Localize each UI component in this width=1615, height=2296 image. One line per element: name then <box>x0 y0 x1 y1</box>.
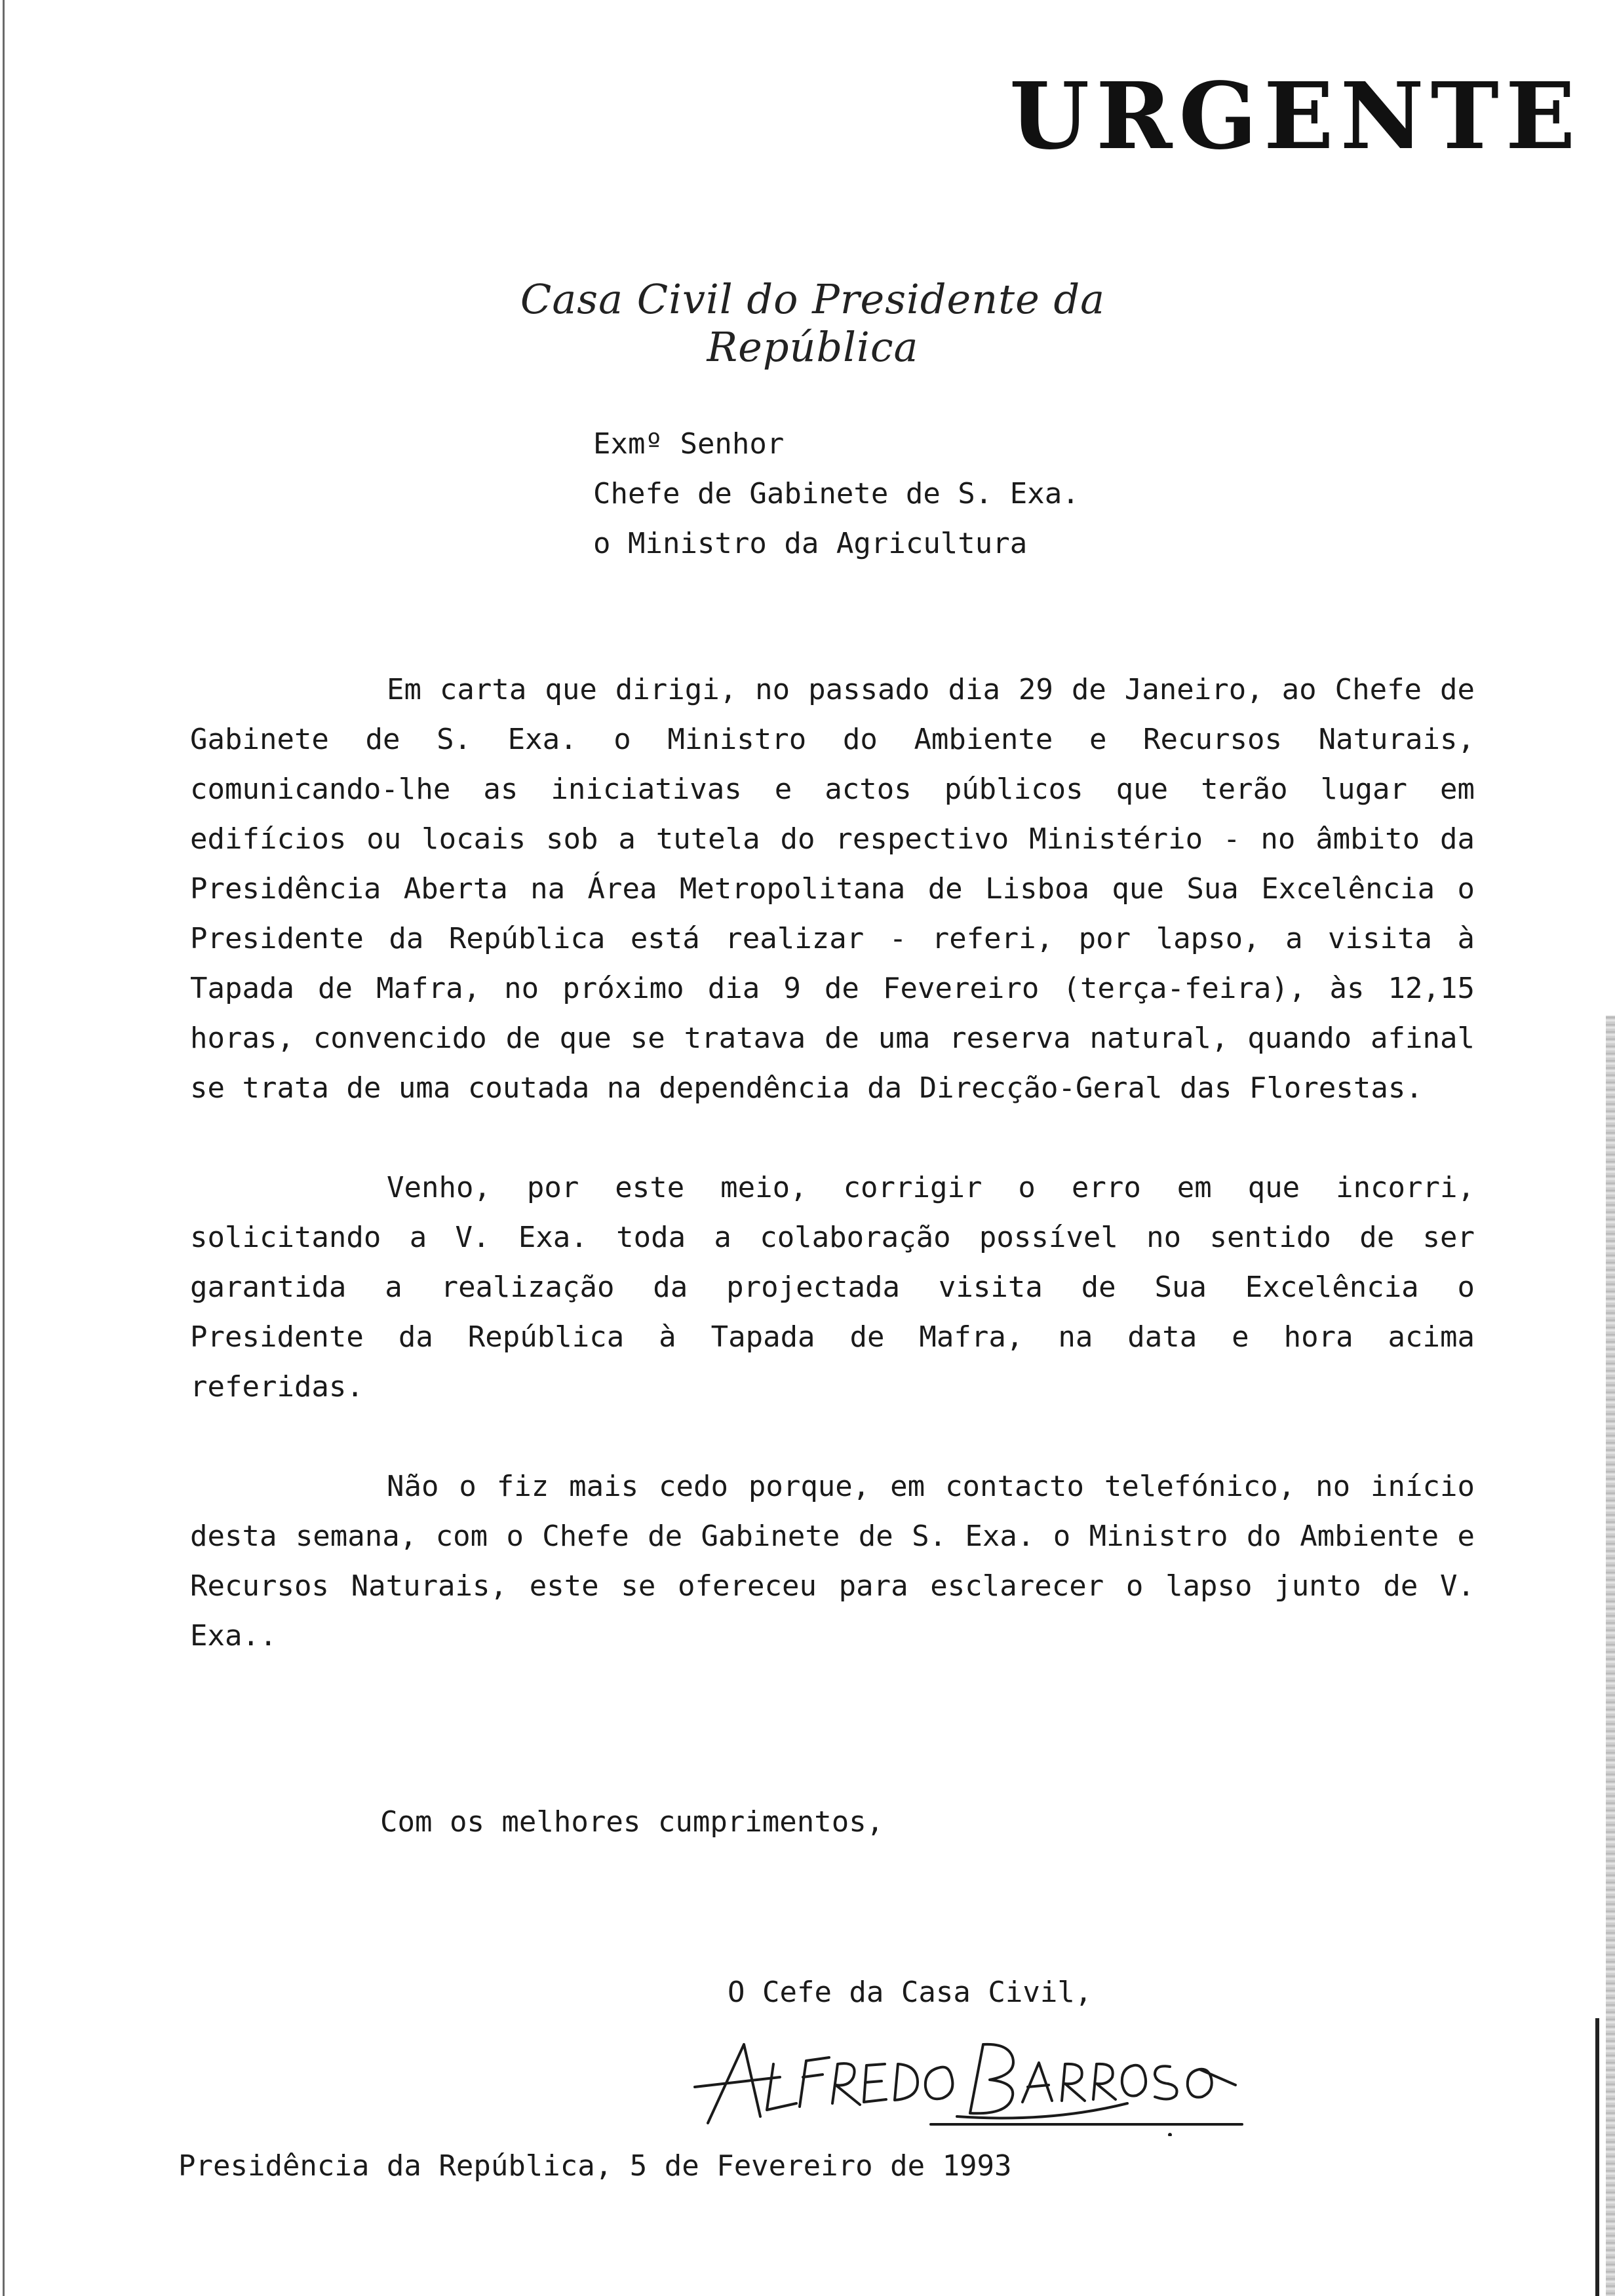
addressee-block <box>593 419 1080 569</box>
place-and-date: Presidência da República, 5 de Fevereiro de 1993 <box>178 2149 1012 2183</box>
letter-body <box>190 665 1475 1711</box>
body-paragraph-3: Não o fiz mais cedo porque, em contacto telefónico, no início desta semana, com o Chefe de Gabinete de S. Exa. o Ministro do Ambiente e Recursos Naturais, este se ofereceu para esclarecer o lapso junto de V. Exa.. <box>190 1470 1475 1653</box>
scan-edge-left <box>3 0 5 2296</box>
addressee-salutation: Exmº Senhor <box>593 427 785 461</box>
urgent-stamp: URGENTE <box>1009 63 1582 170</box>
addressee-ministry: o Ministro da Agricultura <box>593 527 1028 560</box>
scan-edge-right <box>1606 1016 1615 2296</box>
handwritten-signature <box>682 2025 1245 2136</box>
addressee-position: Chefe de Gabinete de S. Exa. <box>593 477 1080 510</box>
letterhead-title: Casa Civil do Presidente da República <box>520 275 1106 371</box>
body-paragraph-1: Em carta que dirigi, no passado dia 29 de Janeiro, ao Chefe de Gabinete de S. Exa. o Ministro do Ambiente e Recursos Naturais, comunicando-lhe as iniciativas e actos públicos que terão lugar em edifícios ou locais sob a tutela do respectivo Ministério - no âmbito da Presidência Aberta na Área Metropolitana de Lisboa que Sua Excelência o Presidente da República está realizar - referi, por lapso, a visita à Tapada de Mafra, no próximo dia 9 de Fevereiro (terça-feira), às 12,15 horas, convencido de que se tratava de uma reserva natural, quando afinal se trata de uma coutada na dependência da Direcção-Geral das Florestas. <box>190 673 1475 1105</box>
body-paragraph-2: Venho, por este meio, corrigir o erro em que incorri, solicitando a V. Exa. toda a colaboração possível no sentido de ser garantida a realização da projectada visita de Sua Excelência o Presidente da República à Tapada de Mafra, na data e hora acima referidas. <box>190 1171 1475 1404</box>
signer-title: O Cefe da Casa Civil, <box>728 1976 1093 2009</box>
scan-edge-right-line <box>1595 2018 1599 2296</box>
closing-greeting: Com os melhores cumprimentos, <box>380 1805 884 1839</box>
